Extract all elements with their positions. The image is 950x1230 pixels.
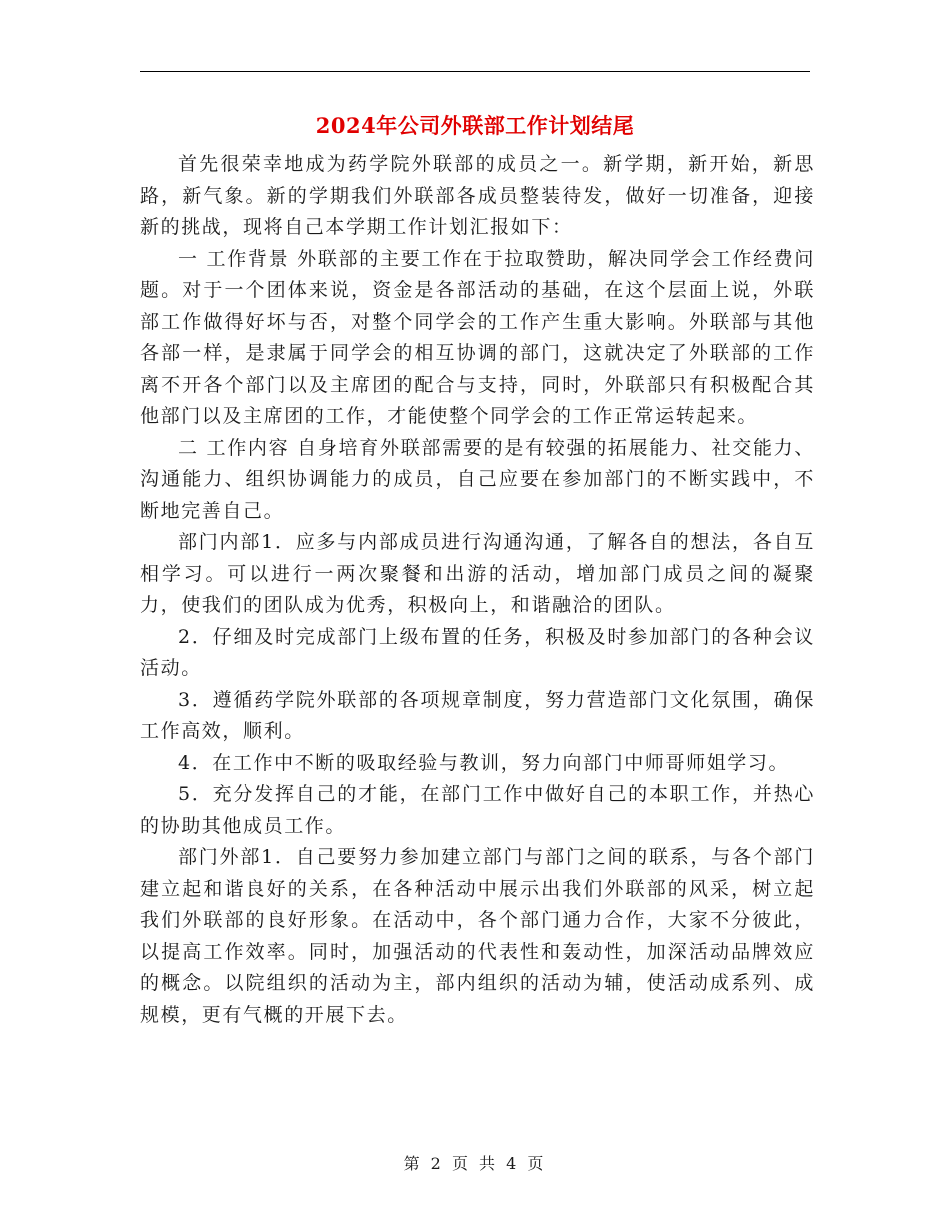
- paragraph-internal-3: 3．遵循药学院外联部的各项规章制度，努力营造部门文化氛围，确保工作高效，顺利。: [140, 688, 815, 742]
- page-number: 第 2 页 共 4 页: [403, 1154, 547, 1173]
- paragraph-intro: 首先很荣幸地成为药学院外联部的成员之一。新学期，新开始，新思路，新气象。新的学期我们外联部各成员整装待发，做好一切准备，迎接新的挑战，现将自己本学期工作计划汇报如下：: [140, 153, 815, 238]
- paragraph-internal-4: 4．在工作中不断的吸取经验与教训，努力向部门中师哥师姐学习。: [178, 751, 790, 774]
- document-title: 2024年公司外联部工作计划结尾: [315, 113, 635, 138]
- document-body: [140, 149, 815, 1031]
- header-rule: [140, 71, 810, 72]
- paragraph-content: 二 工作内容 自身培育外联部需要的是有较强的拓展能力、社交能力、沟通能力、组织协调能力的成员，自己应要在参加部门的不断实践中，不断地完善自己。: [140, 436, 815, 522]
- paragraph-background: 一 工作背景 外联部的主要工作在于拉取赞助，解决同学会工作经费问题。对于一个团体来说，资金是各部活动的基础，在这个层面上说，外联部工作做得好坏与否，对整个同学会的工作产生重大影响。外联部与其他各部一样，是隶属于同学会的相互协调的部门，这就决定了外联部的工作离不开各个部门以及主席团的配合与支持，同时，外联部只有积极配合其他部门以及主席团的工作，才能使整个同学会的工作正常运转起来。: [140, 247, 815, 427]
- paragraph-internal-5: 5．充分发挥自己的才能，在部门工作中做好自己的本职工作，并热心的协助其他成员工作。: [140, 783, 815, 837]
- paragraph-internal-1: 部门内部1．应多与内部成员进行沟通沟通，了解各自的想法，各自互相学习。可以进行一两次聚餐和出游的活动，增加部门成员之间的凝聚力，使我们的团队成为优秀，积极向上，和谐融洽的团队。: [140, 531, 815, 616]
- paragraph-internal-2: 2．仔细及时完成部门上级布置的任务，积极及时参加部门的各种会议活动。: [140, 625, 815, 679]
- paragraph-external-1: 部门外部1．自己要努力参加建立部门与部门之间的联系，与各个部门建立起和谐良好的关系，在各种活动中展示出我们外联部的风采，树立起我们外联部的良好形象。在活动中，各个部门通力合作，大家不分彼此，以提高工作效率。同时，加强活动的代表性和轰动性，加深活动品牌效应的概念。以院组织的活动为主，部内组织的活动为辅，使活动成系列、成规模，更有气概的开展下去。: [140, 846, 815, 1026]
